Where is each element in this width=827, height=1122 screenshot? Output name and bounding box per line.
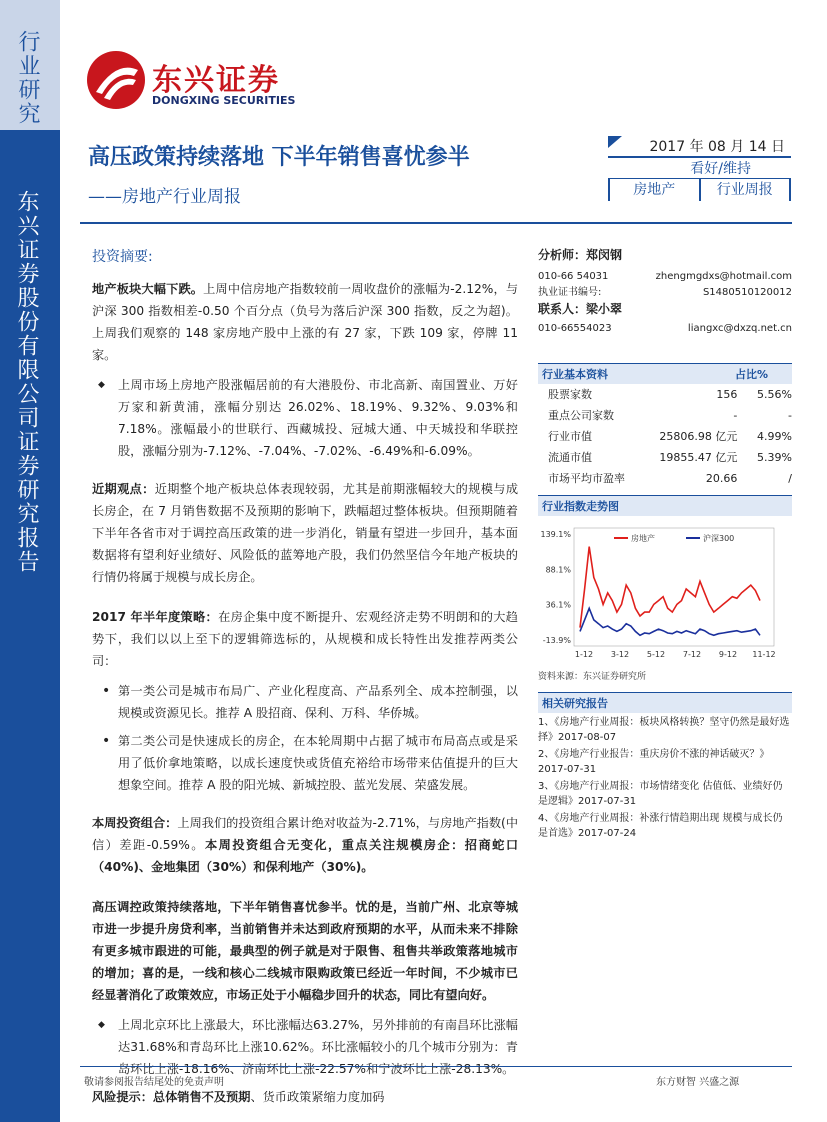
table-row [538,468,792,489]
para-2 [92,478,518,588]
dongxing-logo-icon [86,50,146,110]
cert-row [538,285,792,301]
y-tick-label: -13.9% [542,636,571,645]
bullet-2: • 第一类公司是城市布局广、产业化程度高、产品系列全、成本控制强，以规模或资源见长。推荐 A 股招商、保利、万科、华侨城。 [92,680,518,724]
report-item[interactable]: 2、《房地产行业报告：重庆房价不涨的神话破灭？》2017-07-31 [538,749,770,775]
table-row [538,405,792,426]
para-6 [92,1086,518,1108]
x-tick-label: 9-12 [718,650,738,659]
table-header [538,363,792,384]
header-divider [80,222,792,224]
legend-label: 沪深300 [703,534,735,543]
para-3 [92,606,518,672]
para-2-lead: 近期观点： [92,482,155,496]
cell-value: 19855.47 亿元 [659,451,738,464]
bullet-4: ◆ 上周北京环比上涨最大，环比涨幅达63.27%，另外排前的有南昌环比涨幅达31.68%和青岛环比上涨10.62%。环比涨幅较小的几个城市分别为：青岛环比上涨-18.16%、济南环比上涨-22.57%和宁波环比上涨-28.13%。 [92,1014,518,1080]
logo-name-en: DONGXING SECURITIES [152,94,296,107]
report-item[interactable]: 1、《房地产行业周报：板块风格转换？坚守仍然是最好选择》2017-08-07 [538,717,790,743]
y-tick-label: 88.1% [545,565,571,575]
x-tick-label: 1-12 [574,650,594,659]
contact-email[interactable]: liangxc@dxzq.net.cn [687,323,792,334]
tag-industry: 房地产 [608,179,701,201]
table-header-pct: 占比% [734,368,768,381]
contact-label: 联系人：梁小翠 [538,302,623,316]
analyst-phone: 010-66 54031 [538,271,609,282]
tags [608,179,791,201]
cell-label: 流通市值 [548,451,592,464]
contact-phone: 010-66554023 [538,323,612,334]
x-tick-label: 7-12 [682,650,702,659]
para-4-lead: 本周投资组合： [92,816,178,830]
index-chart [538,524,778,664]
cell-label: 重点公司家数 [548,409,614,422]
report-subtitle: ——房地产行业周报 [88,187,241,207]
x-tick-label: 3-12 [610,650,630,659]
table-header-label: 行业基本资料 [542,368,608,381]
table-row [538,426,792,447]
para-3-text: 在房企集中度不断提升、宏观经济走势不明朗和的大趋势下，我们以以上至下的逻辑筛选标的，从规模和成长特性出发推荐两类公司： [92,610,518,668]
report-date: 2017 年 08 月 14 日 [608,136,791,158]
footer-disclaimer[interactable]: 敬请参阅报告结尾处的免责声明 [84,1077,224,1088]
cell-label: 股票家数 [548,388,592,401]
para-5 [92,896,518,1006]
x-tick-label: 5-12 [646,650,666,659]
tag-type: 行业周报 [701,179,792,201]
cell-pct: 4.99% [757,430,792,443]
report-title: 高压政策持续落地 下半年销售喜忧参半 [88,145,470,170]
cert-number: S1480510120012 [702,287,792,298]
y-tick-label: 139.1% [540,530,571,539]
para-2-text: 近期整个地产板块总体表现较弱，尤其是前期涨幅较大的规模与成长房企，在 7 月销售数据不及预期的影响下，跌幅超过整体板块。但预期随着下半年各省市对于调控高压政策的进一步消化，销量有望进一步回升，基本面数据将有望利好业绩好、风险低的蓝筹地产股，我们仍然坚信今年地产板块的行情仍将属于规模与成长房企。 [92,482,519,584]
sidebar-bottom-label: 东兴证券股份有限公司证券研究报告 [14,190,39,574]
analyst-email[interactable]: zhengmgdxs@hotmail.com [655,271,792,282]
cell-value: 25806.98 亿元 [659,430,738,443]
industry-table [538,384,792,489]
section-title: 投资摘要: [92,249,153,265]
x-tick-label: 11-12 [752,650,776,659]
para-4 [92,812,518,878]
para-3-lead: 2017 年半年度策略： [92,610,219,624]
rating: 看好/维持 [608,158,791,179]
sidebar-top-label: 行业研究 [15,30,40,126]
plot-area [574,528,774,646]
y-tick-label: 36.1% [545,600,571,610]
bullet-1: ◆ 上周市场上房地产股涨幅居前的有大港股份、市北高新、南国置业、万好万家和新黄浦，涨幅分别达 26.02%、18.19%、9.32%、9.03%和 7.18%。涨幅最小的世联行、西藏城投、冠城大通、中天城投和华联控股，涨幅分别为-7.12%、-7.04%、-7.02%、-6.49%和-6.09%。 [92,374,518,462]
para-1-lead: 地产板块大幅下跌。 [92,282,204,296]
footer-divider [80,1066,792,1067]
legend-label: 房地产 [631,534,655,543]
para-1 [92,278,518,366]
cell-value: - [733,409,738,422]
contact-row [538,301,792,321]
analyst-contact [538,269,792,285]
para-4-focus: 本周投资组合无变化，重点关注规模房企：招商蛇口（40%)、金地集团（30%）和保利地产（30%)。 [92,838,519,874]
para-4-text: 上周我们的投资组合累计绝对收益为-2.71%，与房地产指数(中信）差距-0.59%。 [92,816,519,852]
cert-label: 执业证书编号: [538,287,602,298]
bullet-3: • 第二类公司是快速成长的房企，在本轮周期中占据了城市布局高点或是采用了低价拿地策略，以成长速度快或货值充裕给市场带来估值提升的巨大想象空间。推荐 A 股的阳光城、新城控股、蓝光发展、荣盛发展。 [92,730,518,796]
chart-title: 行业指数走势图 [538,495,792,516]
table-row [538,384,792,405]
footer-slogan: 东方财智 兴盛之源 [656,1077,740,1088]
chart-container [538,524,792,682]
report-item[interactable]: 3、《房地产行业周报：市场情绪变化 估值低、业绩好仍是逻辑》2017-07-31 [538,781,783,807]
analyst-label: 分析师：郑闵钢 [538,248,623,262]
para-6-lead: 风险提示：总体销售不及预期 [92,1090,251,1104]
table-row [538,447,792,468]
cell-label: 市场平均市盈率 [548,472,625,485]
cell-pct: - [788,409,792,422]
cell-value: 20.66 [705,472,738,485]
contact-details [538,321,792,337]
cell-pct: 5.39% [757,451,792,464]
main-column [92,246,518,1116]
logo-name-cn: 东兴证券 [152,63,280,98]
reports-title: 相关研究报告 [538,692,792,713]
para-6-text: 、货币政策紧缩力度加码 [250,1090,385,1104]
cell-pct: / [788,472,792,485]
cell-value: 156 [716,388,738,401]
report-item[interactable]: 4、《房地产行业周报：补涨行情趋期出现 规模与成长仍是首选》2017-07-24 [538,813,783,839]
cell-pct: 5.56% [757,388,792,401]
para-1-text: 上周中信房地产指数较前一周收盘价的涨幅为-2.12%，与沪深 300 指数相差-0.50 个百分点（负号为落后沪深 300 指数，反之为超)。上周我们观察的 148 家房地产股中上涨的有 27 家，下跌 109 家，停牌 11 家。 [92,282,519,362]
date-rating-box [608,136,791,201]
cell-label: 行业市值 [548,430,592,443]
chart-source: 资料来源：东兴证券研究所 [538,672,647,682]
para-5-text: 高压调控政策持续落地，下半年销售喜忧参半。忧的是，当前广州、北京等城市进一步提升房贷利率，当前销售并未达到政府预期的水平，从而未来不排除有更多城市跟进的可能，最典型的例子就是对于限售、租售共举政策落地城市的增加；喜的是，一线和核心二线城市限购政策已经近一年时间，不少城市已经显著消化了政策效应，市场正处于小幅稳步回升的状态，同比有望向好。 [92,900,518,1002]
side-column [538,246,792,841]
